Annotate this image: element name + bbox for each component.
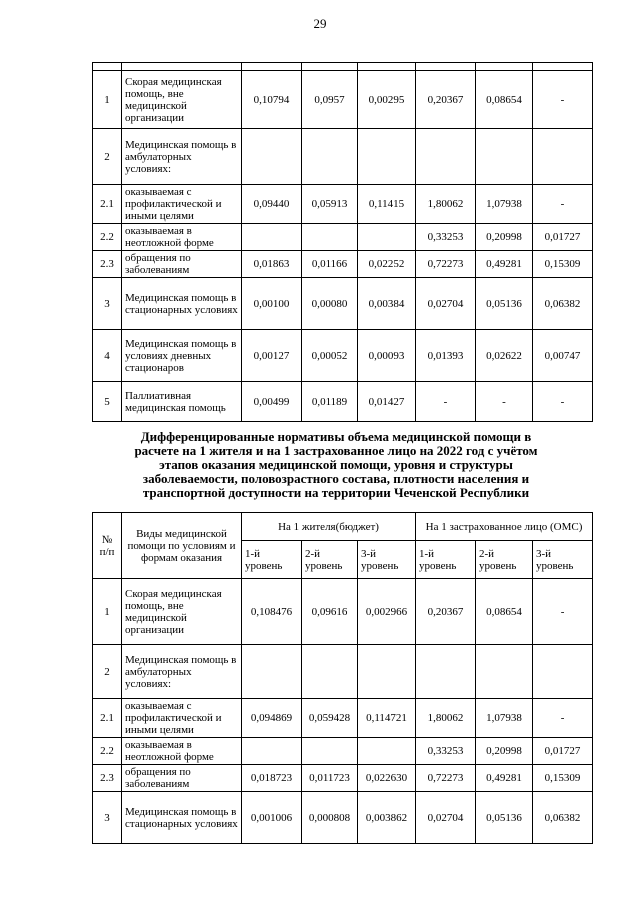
norm-value: 0,11415	[358, 185, 416, 224]
differentiated-norms-table	[92, 512, 593, 844]
row-number: 2	[93, 129, 122, 185]
norm-value: 0,49281	[476, 251, 533, 278]
norm-value: 0,20998	[476, 224, 533, 251]
norms-table-continued	[92, 62, 593, 422]
norm-value	[302, 224, 358, 251]
table-row	[93, 224, 593, 251]
title-line: транспортной доступности на территории Чеченской Республики	[142, 485, 530, 500]
norm-value: 0,002966	[358, 579, 416, 645]
care-type-name: Скорая медицинская помощь, вне медицинской организации	[122, 579, 242, 645]
care-type-name: Медицинская помощь в стационарных условиях	[122, 278, 242, 330]
norm-value: -	[533, 579, 593, 645]
care-type-name: оказываемая с профилактической и иными целями	[122, 699, 242, 738]
header-level: 3-й уровень	[533, 541, 593, 579]
care-type-name: Паллиативная медицинская помощь	[122, 382, 242, 422]
header-level: 1-й уровень	[416, 541, 476, 579]
norm-value	[302, 645, 358, 699]
norm-value	[358, 738, 416, 765]
care-type-name: Медицинская помощь в амбулаторных условиях:	[122, 129, 242, 185]
norm-value: 0,01727	[533, 738, 593, 765]
norm-value: 0,022630	[358, 765, 416, 792]
norm-value: 0,05913	[302, 185, 358, 224]
norm-value: 0,01189	[302, 382, 358, 422]
title-line: заболеваемости, половозрастного состава, плотности населения и	[142, 471, 530, 486]
header-budget: На 1 жителя(бюджет)	[242, 513, 416, 541]
norm-value: -	[533, 382, 593, 422]
care-type-name: обращения по заболеваниям	[122, 765, 242, 792]
norm-value: 0,059428	[302, 699, 358, 738]
norm-value	[242, 129, 302, 185]
norm-value: 0,09616	[302, 579, 358, 645]
table-row	[93, 579, 593, 645]
table-row	[93, 129, 593, 185]
row-number: 2.1	[93, 185, 122, 224]
table-row	[93, 738, 593, 765]
norm-value: 0,000808	[302, 792, 358, 844]
title-line: Дифференцированные нормативы объема медицинской помощи в	[140, 429, 532, 444]
header-level: 1-й уровень	[242, 541, 302, 579]
norm-value: 0,05136	[476, 278, 533, 330]
norm-value: 0,05136	[476, 792, 533, 844]
table-header-row	[93, 513, 593, 541]
norm-value: 0,01727	[533, 224, 593, 251]
header-oms: На 1 застрахованное лицо (ОМС)	[416, 513, 593, 541]
norm-value: 0,011723	[302, 765, 358, 792]
norm-value: 1,07938	[476, 185, 533, 224]
norm-value: 0,01427	[358, 382, 416, 422]
norm-value	[416, 645, 476, 699]
norm-value: 0,0957	[302, 71, 358, 129]
row-number: 2.3	[93, 765, 122, 792]
norm-value: 0,018723	[242, 765, 302, 792]
norm-value	[302, 129, 358, 185]
norm-value: 0,003862	[358, 792, 416, 844]
norm-value	[358, 224, 416, 251]
norm-value: 0,08654	[476, 579, 533, 645]
norm-value: 0,06382	[533, 278, 593, 330]
norm-value: 0,01166	[302, 251, 358, 278]
norm-value	[242, 224, 302, 251]
norm-value	[476, 129, 533, 185]
row-number: 5	[93, 382, 122, 422]
page-number: 29	[313, 16, 327, 31]
table-row	[93, 330, 593, 382]
norm-value: 0,00080	[302, 278, 358, 330]
norm-value	[358, 645, 416, 699]
norm-value: 0,01393	[416, 330, 476, 382]
table-header-stub	[93, 63, 593, 71]
norm-value: 1,80062	[416, 699, 476, 738]
table-row	[93, 699, 593, 738]
table-row	[93, 645, 593, 699]
norm-value: 0,20998	[476, 738, 533, 765]
table-row	[93, 278, 593, 330]
norm-value: 0,06382	[533, 792, 593, 844]
norm-value: 0,00384	[358, 278, 416, 330]
norm-value: 0,00747	[533, 330, 593, 382]
norm-value: 0,49281	[476, 765, 533, 792]
norm-value: 0,72273	[416, 251, 476, 278]
norm-value: 0,108476	[242, 579, 302, 645]
row-number: 2.2	[93, 738, 122, 765]
norm-value	[533, 129, 593, 185]
norm-value: 0,20367	[416, 579, 476, 645]
norm-value: -	[533, 185, 593, 224]
norm-value: 0,15309	[533, 251, 593, 278]
norm-value: -	[416, 382, 476, 422]
norm-value: 0,114721	[358, 699, 416, 738]
row-number: 2.1	[93, 699, 122, 738]
norm-value: 0,00127	[242, 330, 302, 382]
norm-value: 0,02252	[358, 251, 416, 278]
norm-value: 1,07938	[476, 699, 533, 738]
norm-value: 0,001006	[242, 792, 302, 844]
table-row	[93, 765, 593, 792]
care-type-name: оказываемая с профилактической и иными целями	[122, 185, 242, 224]
care-type-name: обращения по заболеваниям	[122, 251, 242, 278]
norm-value: 0,72273	[416, 765, 476, 792]
care-type-name: Медицинская помощь в условиях дневных стационаров	[122, 330, 242, 382]
header-level: 3-й уровень	[358, 541, 416, 579]
norm-value: 0,02704	[416, 792, 476, 844]
table-row	[93, 251, 593, 278]
norm-value: 0,00295	[358, 71, 416, 129]
norm-value: 0,01863	[242, 251, 302, 278]
norm-value: 0,33253	[416, 738, 476, 765]
norm-value: 0,09440	[242, 185, 302, 224]
title-line: расчете на 1 жителя и на 1 застрахованное лицо на 2022 год с учётом	[134, 443, 538, 458]
norm-value	[242, 738, 302, 765]
header-level: 2-й уровень	[476, 541, 533, 579]
row-number: 3	[93, 278, 122, 330]
care-type-name: оказываемая в неотложной форме	[122, 738, 242, 765]
care-type-name: оказываемая в неотложной форме	[122, 224, 242, 251]
table-row	[93, 792, 593, 844]
header-kind: Виды медицинской помощи по условиям и формам оказания	[122, 513, 242, 579]
norm-value: -	[476, 382, 533, 422]
norm-value: 0,00499	[242, 382, 302, 422]
norm-value	[358, 129, 416, 185]
table-row	[93, 71, 593, 129]
document-title	[96, 430, 576, 500]
header-num: № п/п	[93, 513, 122, 579]
row-number: 3	[93, 792, 122, 844]
row-number: 2.3	[93, 251, 122, 278]
row-number: 1	[93, 71, 122, 129]
norm-value: 1,80062	[416, 185, 476, 224]
norm-value	[416, 129, 476, 185]
row-number: 2.2	[93, 224, 122, 251]
norm-value: 0,08654	[476, 71, 533, 129]
norm-value: 0,02704	[416, 278, 476, 330]
table-row	[93, 185, 593, 224]
norm-value: 0,33253	[416, 224, 476, 251]
norm-value: 0,00093	[358, 330, 416, 382]
norm-value	[302, 738, 358, 765]
norm-value: -	[533, 71, 593, 129]
norm-value: 0,02622	[476, 330, 533, 382]
norm-value	[476, 645, 533, 699]
header-level: 2-й уровень	[302, 541, 358, 579]
norm-value: -	[533, 699, 593, 738]
norm-value: 0,10794	[242, 71, 302, 129]
care-type-name: Медицинская помощь в амбулаторных условиях:	[122, 645, 242, 699]
norm-value: 0,20367	[416, 71, 476, 129]
norm-value: 0,00100	[242, 278, 302, 330]
norm-value	[533, 645, 593, 699]
row-number: 4	[93, 330, 122, 382]
norm-value	[242, 645, 302, 699]
norm-value: 0,094869	[242, 699, 302, 738]
title-line: этапов оказания медицинской помощи, уровня и структуры	[159, 457, 513, 472]
care-type-name: Медицинская помощь в стационарных условиях	[122, 792, 242, 844]
row-number: 1	[93, 579, 122, 645]
norm-value: 0,00052	[302, 330, 358, 382]
row-number: 2	[93, 645, 122, 699]
norm-value: 0,15309	[533, 765, 593, 792]
care-type-name: Скорая медицинская помощь, вне медицинской организации	[122, 71, 242, 129]
table-row	[93, 382, 593, 422]
